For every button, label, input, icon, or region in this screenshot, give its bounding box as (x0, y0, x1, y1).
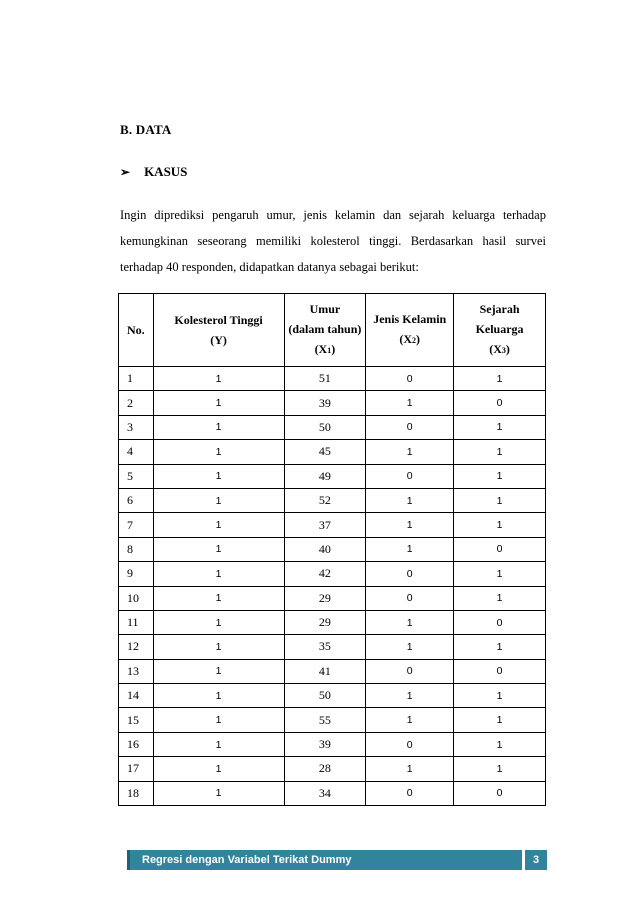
cell-jenis-kelamin: 0 (366, 464, 454, 488)
table-row (119, 757, 546, 781)
cell-umur: 55 (284, 708, 366, 732)
cell-umur: 40 (284, 537, 366, 561)
table-row (119, 562, 546, 586)
cell-jenis-kelamin: 0 (366, 562, 454, 586)
cell-sejarah-keluarga: 1 (454, 464, 546, 488)
cell-jenis-kelamin: 1 (366, 684, 454, 708)
cell-no: 17 (119, 757, 154, 781)
case-heading (120, 164, 187, 180)
cell-jenis-kelamin: 0 (366, 586, 454, 610)
table-row (119, 610, 546, 634)
cell-no: 1 (119, 367, 154, 391)
cell-umur: 41 (284, 659, 366, 683)
section-heading: B. DATA (120, 122, 172, 137)
header-jenis-kelamin: Jenis Kelamin (X2) (366, 294, 454, 367)
cell-kolesterol: 1 (153, 684, 284, 708)
cell-umur: 52 (284, 488, 366, 512)
cell-kolesterol: 1 (153, 464, 284, 488)
cell-sejarah-keluarga: 1 (454, 586, 546, 610)
table-row (119, 684, 546, 708)
table-row (119, 708, 546, 732)
header-sejarah-keluarga: Sejarah Keluarga (X3) (454, 294, 546, 367)
cell-umur: 29 (284, 586, 366, 610)
cell-no: 10 (119, 586, 154, 610)
cell-no: 8 (119, 537, 154, 561)
cell-umur: 28 (284, 757, 366, 781)
cell-sejarah-keluarga: 1 (454, 757, 546, 781)
intro-paragraph: Ingin diprediksi pengaruh umur, jenis kelamin dan sejarah keluarga terhadap kemungkinan seseorang memiliki kolesterol tinggi. Berdasarkan hasil survei terhadap 40 responden, didapatkan datanya sebagai berikut: (120, 208, 546, 274)
cell-jenis-kelamin: 1 (366, 708, 454, 732)
table-body (119, 367, 546, 806)
cell-sejarah-keluarga: 1 (454, 513, 546, 537)
cell-sejarah-keluarga: 0 (454, 391, 546, 415)
table-row (119, 781, 546, 805)
cell-no: 9 (119, 562, 154, 586)
cell-no: 14 (119, 684, 154, 708)
table-row (119, 367, 546, 391)
cell-umur: 51 (284, 367, 366, 391)
cell-umur: 50 (284, 415, 366, 439)
cell-jenis-kelamin: 0 (366, 415, 454, 439)
cell-jenis-kelamin: 1 (366, 610, 454, 634)
cell-sejarah-keluarga: 0 (454, 610, 546, 634)
data-table (118, 293, 546, 806)
footer-title: Regresi dengan Variabel Terikat Dummy (127, 850, 522, 870)
cell-kolesterol: 1 (153, 562, 284, 586)
table-row (119, 464, 546, 488)
cell-no: 4 (119, 440, 154, 464)
cell-umur: 39 (284, 732, 366, 756)
cell-sejarah-keluarga: 1 (454, 708, 546, 732)
cell-jenis-kelamin: 1 (366, 757, 454, 781)
table-row (119, 732, 546, 756)
cell-kolesterol: 1 (153, 659, 284, 683)
cell-sejarah-keluarga: 1 (454, 732, 546, 756)
cell-kolesterol: 1 (153, 586, 284, 610)
cell-sejarah-keluarga: 1 (454, 488, 546, 512)
cell-no: 13 (119, 659, 154, 683)
cell-sejarah-keluarga: 1 (454, 415, 546, 439)
cell-sejarah-keluarga: 1 (454, 635, 546, 659)
cell-jenis-kelamin: 1 (366, 488, 454, 512)
cell-no: 3 (119, 415, 154, 439)
cell-kolesterol: 1 (153, 415, 284, 439)
cell-umur: 39 (284, 391, 366, 415)
cell-umur: 45 (284, 440, 366, 464)
cell-no: 16 (119, 732, 154, 756)
table-row (119, 440, 546, 464)
cell-kolesterol: 1 (153, 513, 284, 537)
cell-jenis-kelamin: 1 (366, 440, 454, 464)
cell-jenis-kelamin: 1 (366, 513, 454, 537)
arrow-bullet-icon: ➢ (120, 164, 131, 179)
table-row (119, 635, 546, 659)
cell-kolesterol: 1 (153, 440, 284, 464)
table-row (119, 488, 546, 512)
cell-kolesterol: 1 (153, 757, 284, 781)
table-row (119, 586, 546, 610)
footer-bar (127, 850, 547, 870)
cell-kolesterol: 1 (153, 732, 284, 756)
cell-kolesterol: 1 (153, 635, 284, 659)
cell-umur: 42 (284, 562, 366, 586)
cell-sejarah-keluarga: 1 (454, 367, 546, 391)
table-row (119, 537, 546, 561)
cell-jenis-kelamin: 0 (366, 732, 454, 756)
cell-no: 5 (119, 464, 154, 488)
cell-umur: 37 (284, 513, 366, 537)
cell-no: 12 (119, 635, 154, 659)
cell-umur: 34 (284, 781, 366, 805)
cell-kolesterol: 1 (153, 391, 284, 415)
page-number: 3 (525, 850, 547, 870)
cell-no: 2 (119, 391, 154, 415)
header-umur: Umur (dalam tahun) (X1) (284, 294, 366, 367)
cell-kolesterol: 1 (153, 367, 284, 391)
cell-no: 18 (119, 781, 154, 805)
cell-sejarah-keluarga: 0 (454, 659, 546, 683)
cell-jenis-kelamin: 1 (366, 391, 454, 415)
table-row (119, 659, 546, 683)
cell-sejarah-keluarga: 0 (454, 781, 546, 805)
table-row (119, 391, 546, 415)
table-row (119, 415, 546, 439)
cell-no: 6 (119, 488, 154, 512)
cell-jenis-kelamin: 0 (366, 659, 454, 683)
header-kolesterol: Kolesterol Tinggi (Y) (153, 294, 284, 367)
cell-kolesterol: 1 (153, 537, 284, 561)
cell-kolesterol: 1 (153, 488, 284, 512)
cell-sejarah-keluarga: 1 (454, 440, 546, 464)
cell-umur: 50 (284, 684, 366, 708)
cell-sejarah-keluarga: 1 (454, 562, 546, 586)
cell-kolesterol: 1 (153, 610, 284, 634)
cell-sejarah-keluarga: 0 (454, 537, 546, 561)
cell-jenis-kelamin: 0 (366, 367, 454, 391)
table-header-row (119, 294, 546, 367)
cell-jenis-kelamin: 0 (366, 781, 454, 805)
cell-umur: 35 (284, 635, 366, 659)
cell-no: 15 (119, 708, 154, 732)
cell-no: 7 (119, 513, 154, 537)
cell-umur: 49 (284, 464, 366, 488)
cell-no: 11 (119, 610, 154, 634)
cell-umur: 29 (284, 610, 366, 634)
table-row (119, 513, 546, 537)
cell-jenis-kelamin: 1 (366, 537, 454, 561)
cell-jenis-kelamin: 1 (366, 635, 454, 659)
header-no: No. (119, 294, 154, 367)
case-heading-label: KASUS (144, 164, 188, 179)
cell-sejarah-keluarga: 1 (454, 684, 546, 708)
cell-kolesterol: 1 (153, 781, 284, 805)
cell-kolesterol: 1 (153, 708, 284, 732)
